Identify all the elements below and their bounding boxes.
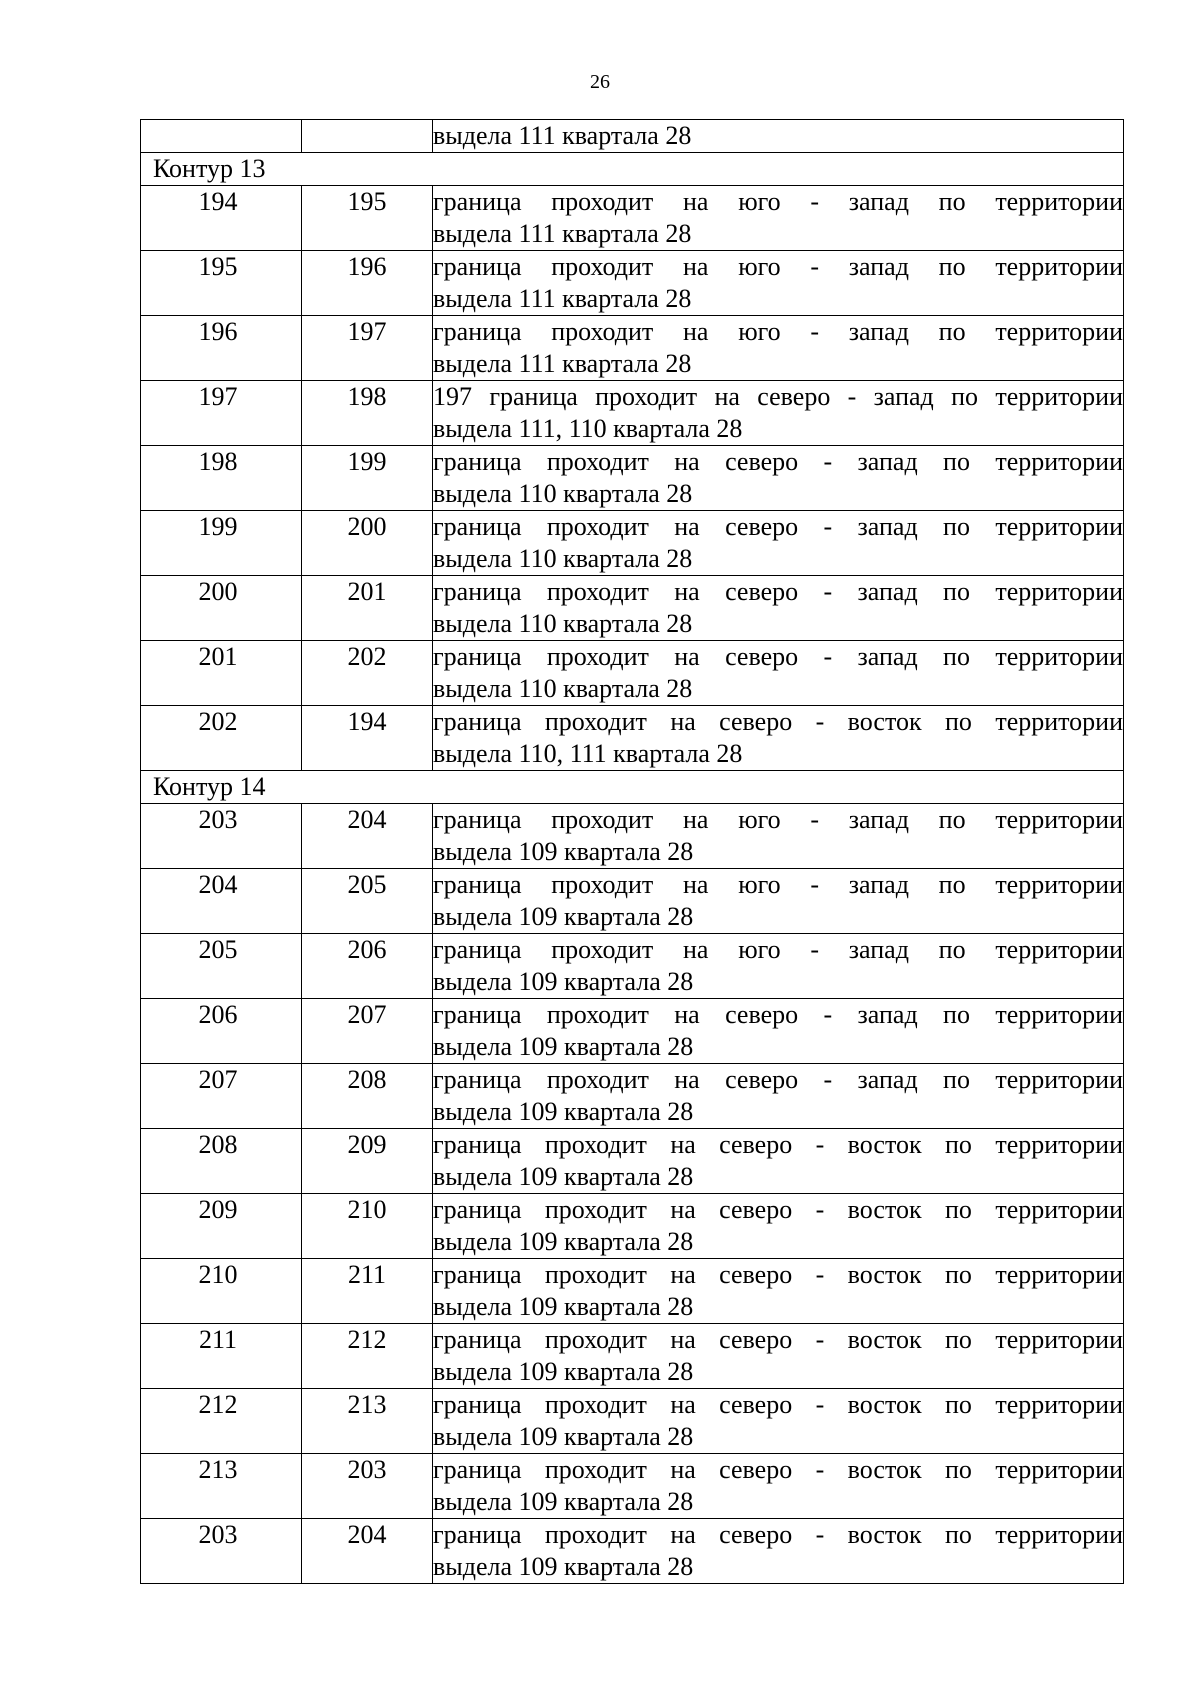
point-from-cell: 199 xyxy=(141,511,302,576)
point-to-cell: 196 xyxy=(302,251,433,316)
point-from-cell: 206 xyxy=(141,999,302,1064)
point-from-cell: 205 xyxy=(141,934,302,999)
description-cell xyxy=(433,1129,1124,1194)
table-row xyxy=(141,576,1124,641)
description-line: граница проходит на северо - восток по территории xyxy=(433,707,1123,736)
description-line: выдела 109 квартала 28 xyxy=(433,837,694,866)
point-from-cell: 194 xyxy=(141,186,302,251)
description-cell xyxy=(433,1519,1124,1584)
point-to-cell: 199 xyxy=(302,446,433,511)
table-row xyxy=(141,934,1124,999)
point-from-cell: 203 xyxy=(141,804,302,869)
description-cell xyxy=(433,641,1124,706)
point-from-cell: 212 xyxy=(141,1389,302,1454)
description-line: граница проходит на юго - запад по территории xyxy=(433,870,1123,899)
description-cell xyxy=(433,934,1124,999)
description-cell xyxy=(433,1259,1124,1324)
description-line: граница проходит на северо - запад по территории xyxy=(433,1000,1123,1029)
point-from-cell: 210 xyxy=(141,1259,302,1324)
point-from-cell: 200 xyxy=(141,576,302,641)
description-cell xyxy=(433,316,1124,381)
description-line: выдела 109 квартала 28 xyxy=(433,1292,694,1321)
description-line: выдела 110, 111 квартала 28 xyxy=(433,739,743,768)
table-row xyxy=(141,1519,1124,1584)
point-to-cell: 203 xyxy=(302,1454,433,1519)
point-to-cell: 206 xyxy=(302,934,433,999)
description-line: граница проходит на северо - восток по территории xyxy=(433,1325,1123,1354)
point-from-cell: 197 xyxy=(141,381,302,446)
point-to-cell: 210 xyxy=(302,1194,433,1259)
point-to-cell: 201 xyxy=(302,576,433,641)
table-row xyxy=(141,1389,1124,1454)
description-line: выдела 110 квартала 28 xyxy=(433,609,693,638)
boundary-table xyxy=(140,119,1124,1584)
point-to-cell: 211 xyxy=(302,1259,433,1324)
table-row xyxy=(141,1259,1124,1324)
description-cell xyxy=(433,576,1124,641)
point-to-cell: 198 xyxy=(302,381,433,446)
description-line: выдела 109 квартала 28 xyxy=(433,1487,694,1516)
table-row xyxy=(141,706,1124,771)
description-line: выдела 110 квартала 28 xyxy=(433,674,693,703)
point-from-cell: 207 xyxy=(141,1064,302,1129)
point-from-cell: 202 xyxy=(141,706,302,771)
point-from-cell: 209 xyxy=(141,1194,302,1259)
description-line: выдела 109 квартала 28 xyxy=(433,967,694,996)
point-from-cell: 195 xyxy=(141,251,302,316)
point-to-cell: 195 xyxy=(302,186,433,251)
description-cell xyxy=(433,1454,1124,1519)
table-body xyxy=(141,120,1124,1584)
table-row xyxy=(141,120,1124,153)
table-row xyxy=(141,1129,1124,1194)
table-row xyxy=(141,1064,1124,1129)
page-number: 26 xyxy=(590,71,610,93)
description-line: выдела 111 квартала 28 xyxy=(433,219,692,248)
point-from-cell: 213 xyxy=(141,1454,302,1519)
description-cell xyxy=(433,1389,1124,1454)
table-row xyxy=(141,804,1124,869)
table-row xyxy=(141,251,1124,316)
description-cell xyxy=(433,120,1124,153)
description-line: выдела 111 квартала 28 xyxy=(433,121,692,150)
point-to-cell xyxy=(302,120,433,153)
description-line: граница проходит на северо - восток по территории xyxy=(433,1390,1123,1419)
description-cell xyxy=(433,804,1124,869)
description-line: граница проходит на северо - восток по территории xyxy=(433,1455,1123,1484)
description-line: граница проходит на северо - запад по территории xyxy=(433,447,1123,476)
table-row xyxy=(141,446,1124,511)
description-cell xyxy=(433,999,1124,1064)
description-line: граница проходит на северо - запад по территории xyxy=(433,512,1123,541)
table-row xyxy=(141,999,1124,1064)
description-line: выдела 109 квартала 28 xyxy=(433,1422,694,1451)
description-line: граница проходит на юго - запад по территории xyxy=(433,935,1123,964)
contour-header-row xyxy=(141,153,1124,186)
description-cell xyxy=(433,446,1124,511)
table-row xyxy=(141,1324,1124,1389)
contour-label: Контур 14 xyxy=(141,771,1124,804)
point-from-cell: 196 xyxy=(141,316,302,381)
point-to-cell: 205 xyxy=(302,869,433,934)
description-line: граница проходит на северо - восток по территории xyxy=(433,1195,1123,1224)
description-line: граница проходит на юго - запад по территории xyxy=(433,805,1123,834)
description-cell xyxy=(433,869,1124,934)
description-cell xyxy=(433,511,1124,576)
description-line: выдела 111 квартала 28 xyxy=(433,284,692,313)
description-line: граница проходит на северо - восток по территории xyxy=(433,1130,1123,1159)
description-line: выдела 109 квартала 28 xyxy=(433,1097,694,1126)
description-line: выдела 109 квартала 28 xyxy=(433,1552,694,1581)
point-from-cell: 203 xyxy=(141,1519,302,1584)
contour-header-row xyxy=(141,771,1124,804)
point-from-cell xyxy=(141,120,302,153)
table-row xyxy=(141,1194,1124,1259)
point-from-cell: 198 xyxy=(141,446,302,511)
point-to-cell: 202 xyxy=(302,641,433,706)
description-line: граница проходит на северо - запад по территории xyxy=(433,577,1123,606)
description-line: граница проходит на юго - запад по территории xyxy=(433,252,1123,281)
description-line: выдела 109 квартала 28 xyxy=(433,1162,694,1191)
description-line: выдела 109 квартала 28 xyxy=(433,1227,694,1256)
description-cell xyxy=(433,706,1124,771)
description-cell xyxy=(433,186,1124,251)
description-line: выдела 110 квартала 28 xyxy=(433,479,693,508)
description-cell xyxy=(433,251,1124,316)
table-row xyxy=(141,186,1124,251)
description-line: граница проходит на северо - запад по территории xyxy=(433,642,1123,671)
point-to-cell: 197 xyxy=(302,316,433,381)
description-line: 197 граница проходит на северо - запад по территории xyxy=(433,382,1123,411)
description-line: выдела 111 квартала 28 xyxy=(433,349,692,378)
description-line: граница проходит на юго - запад по территории xyxy=(433,317,1123,346)
description-line: выдела 110 квартала 28 xyxy=(433,544,693,573)
table-row xyxy=(141,381,1124,446)
description-line: выдела 109 квартала 28 xyxy=(433,1357,694,1386)
point-to-cell: 212 xyxy=(302,1324,433,1389)
point-to-cell: 209 xyxy=(302,1129,433,1194)
description-cell xyxy=(433,1324,1124,1389)
table-row xyxy=(141,641,1124,706)
table-row xyxy=(141,869,1124,934)
table-row xyxy=(141,511,1124,576)
description-line: граница проходит на юго - запад по территории xyxy=(433,187,1123,216)
point-to-cell: 204 xyxy=(302,804,433,869)
contour-label: Контур 13 xyxy=(141,153,1124,186)
point-from-cell: 211 xyxy=(141,1324,302,1389)
description-line: граница проходит на северо - восток по территории xyxy=(433,1260,1123,1289)
point-to-cell: 208 xyxy=(302,1064,433,1129)
point-to-cell: 194 xyxy=(302,706,433,771)
description-line: выдела 109 квартала 28 xyxy=(433,902,694,931)
description-cell xyxy=(433,381,1124,446)
description-line: граница проходит на северо - запад по территории xyxy=(433,1065,1123,1094)
point-from-cell: 208 xyxy=(141,1129,302,1194)
description-line: граница проходит на северо - восток по территории xyxy=(433,1520,1123,1549)
table-row xyxy=(141,1454,1124,1519)
description-line: выдела 109 квартала 28 xyxy=(433,1032,694,1061)
description-cell xyxy=(433,1064,1124,1129)
point-to-cell: 207 xyxy=(302,999,433,1064)
point-to-cell: 204 xyxy=(302,1519,433,1584)
point-to-cell: 213 xyxy=(302,1389,433,1454)
point-from-cell: 201 xyxy=(141,641,302,706)
point-from-cell: 204 xyxy=(141,869,302,934)
description-cell xyxy=(433,1194,1124,1259)
table-row xyxy=(141,316,1124,381)
description-line: выдела 111, 110 квартала 28 xyxy=(433,414,743,443)
point-to-cell: 200 xyxy=(302,511,433,576)
